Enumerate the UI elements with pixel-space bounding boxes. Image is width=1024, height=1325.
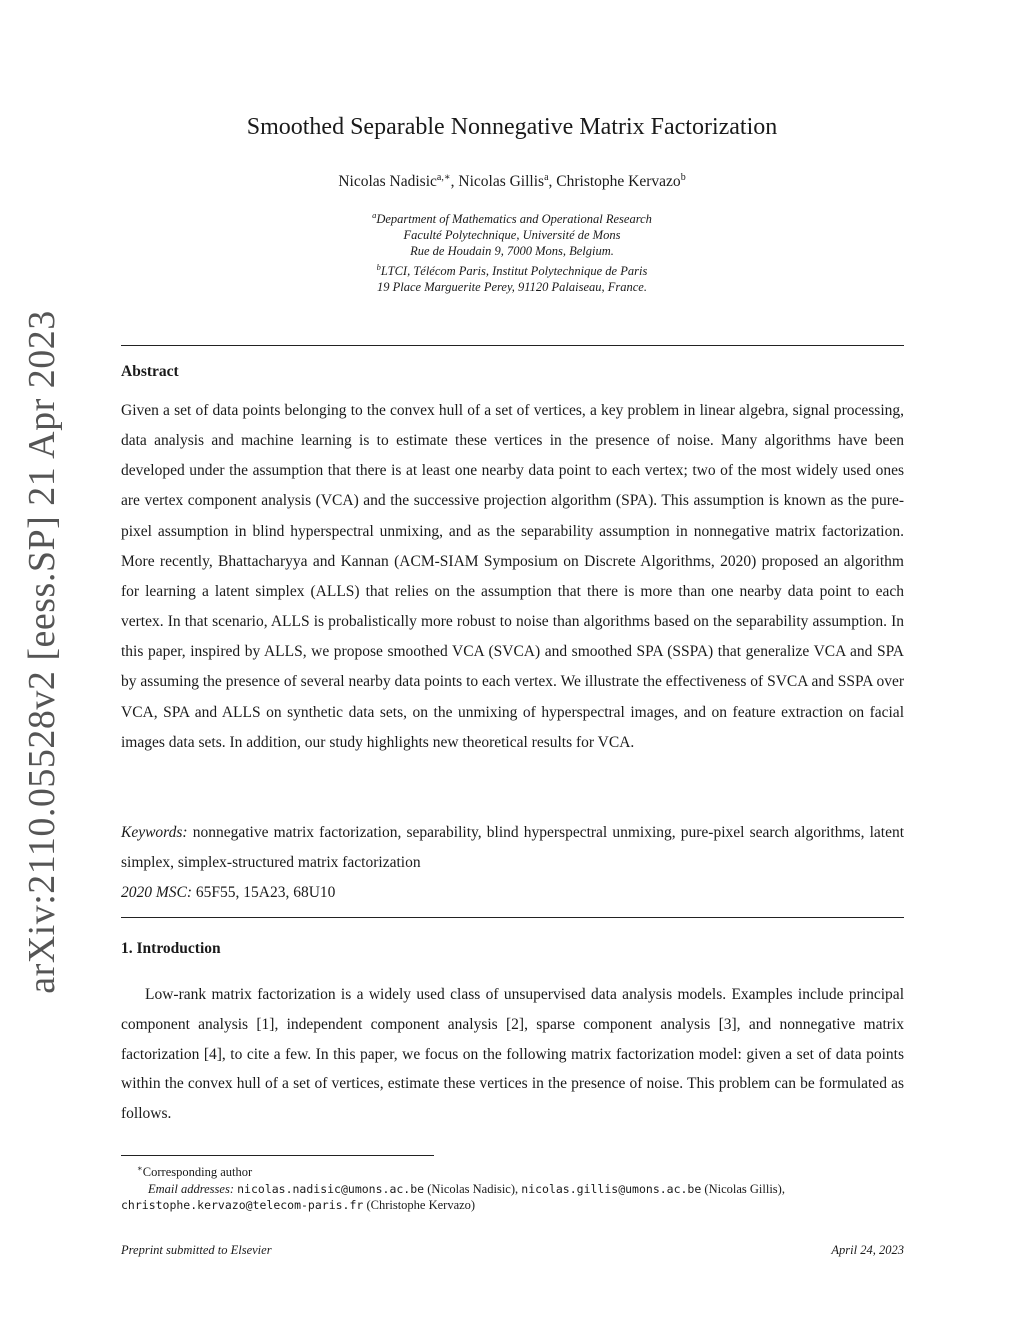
abstract-body: Given a set of data points belonging to the convex hull of a set of vertices, a key problem in linear algebra, signal processing, data analysis and machine learning is to estimate these vertices in the presence of noise. Many algorithms have been developed under the assumption that there is at least one nearby data point to each vertex; two of the most widely used ones are vertex component analysis (VCA) and the successive projection algorithm (SPA). This assumption is known as the pure-pixel assumption in blind hyperspectral unmixing, and as the separability assumption in nonnegative matrix factorization. More recently, Bhattacharyya and Kannan (ACM-SIAM Symposium on Discrete Algorithms, 2020) proposed an algorithm for learning a latent simplex (ALLS) that relies on the assumption that there is more than one nearby data point to each vertex. In that scenario, ALLS is probalistically more robust to noise than algorithms based on the separability assumption. In this paper, inspired by ALLS, we propose smoothed VCA (SVCA) and smoothed SPA (SSPA) that generalize VCA and SPA by assuming the presence of several nearby data points to each vertex. We illustrate the effectiveness of SVCA and SSPA over VCA, SPA and ALLS on synthetic data sets, on the unmixing of hyperspectral images, and on feature extraction on facial images data sets. In addition, our study highlights new theoretical results for VCA. [121, 402, 904, 751]
abstract-top-rule [121, 345, 904, 346]
msc-codes [121, 878, 335, 908]
affiliation-line: $^b$LTCI, Télécom Paris, Institut Polytechnique de Paris [376, 262, 648, 279]
affiliation-line: 19 Place Marguerite Perey, 91120 Palaiseau, France. [377, 280, 647, 295]
email-link[interactable]: nicolas.gillis@umons.ac.be [521, 1181, 702, 1196]
author-list: Nicolas Nadisic$^{a,∗}$, Nicolas Gillis$^a$, Christophe Kervazo$^b$ [338, 172, 686, 191]
msc-label: 2020 MSC: [121, 884, 193, 901]
section-heading-introduction: 1. Introduction [121, 940, 221, 957]
author-name: Christophe Kervazo [556, 173, 681, 191]
keywords [121, 818, 904, 878]
author-name: Nicolas Gillis [458, 173, 545, 191]
abstract-heading: Abstract [121, 363, 179, 380]
keywords-text: nonnegative matrix factorization, separability, blind hyperspectral unmixing, pure-pixel search algorithms, latent simplex, simplex-structured matrix factorization [121, 824, 905, 871]
keywords-label: Keywords: [121, 824, 188, 841]
footnote-corresponding-author: ∗Corresponding author [137, 1163, 253, 1180]
email-label: Email addresses: [148, 1181, 234, 1196]
affiliations [0, 207, 1024, 295]
author-affiliation-mark: a,∗ [436, 172, 451, 183]
introduction-body: Low-rank matrix factorization is a widely used class of unsupervised data analysis models. Examples include principal component analysis [1], independent component analysis [2], sparse component analysis [3], and nonnegative matrix factorization [4], to cite a few. In this paper, we focus on the following matrix factorization model: given a set of data points within the convex hull of a set of vertices, estimate these vertices in the presence of noise. This problem can be formulated as follows. [121, 986, 904, 1123]
footnote-rule [121, 1155, 434, 1156]
author-affiliation-mark: a [544, 172, 549, 183]
affiliation-line: Rue de Houdain 9, 7000 Mons, Belgium. [410, 244, 614, 259]
footer-date: April 24, 2023 [831, 1243, 904, 1257]
affiliation-line: $^a$Department of Mathematics and Operational Research [372, 210, 652, 227]
msc-text: 65F55, 15A23, 68U10 [195, 884, 336, 901]
email-link[interactable]: christophe.kervazo@telecom-paris.fr [121, 1198, 364, 1213]
email-link[interactable]: nicolas.nadisic@umons.ac.be [237, 1181, 425, 1196]
paper-title: Smoothed Separable Nonnegative Matrix Factorization [246, 114, 778, 140]
footnotes [121, 1160, 904, 1214]
affiliation-mark: b [376, 262, 381, 273]
affiliation-mark: a [372, 210, 377, 220]
arxiv-identifier-stamp: arXiv:2110.05528v2 [eess.SP] 21 Apr 2023 [21, 310, 63, 994]
author-affiliation-mark: b [680, 172, 686, 183]
footnote-emails: Email addresses: nicolas.nadisic@umons.ac.be (Nicolas Nadisic), nicolas.gillis@umons.ac.be (Nicolas Gillis), christophe.kervazo@telecom-paris.fr (Christophe Kervazo) [121, 1181, 785, 1213]
footer-preprint-note: Preprint submitted to Elsevier [121, 1243, 272, 1257]
author-name: Nicolas Nadisic [338, 173, 437, 191]
affiliation-line: Faculté Polytechnique, Université de Mons [403, 228, 621, 243]
abstract-bottom-rule [121, 917, 904, 918]
